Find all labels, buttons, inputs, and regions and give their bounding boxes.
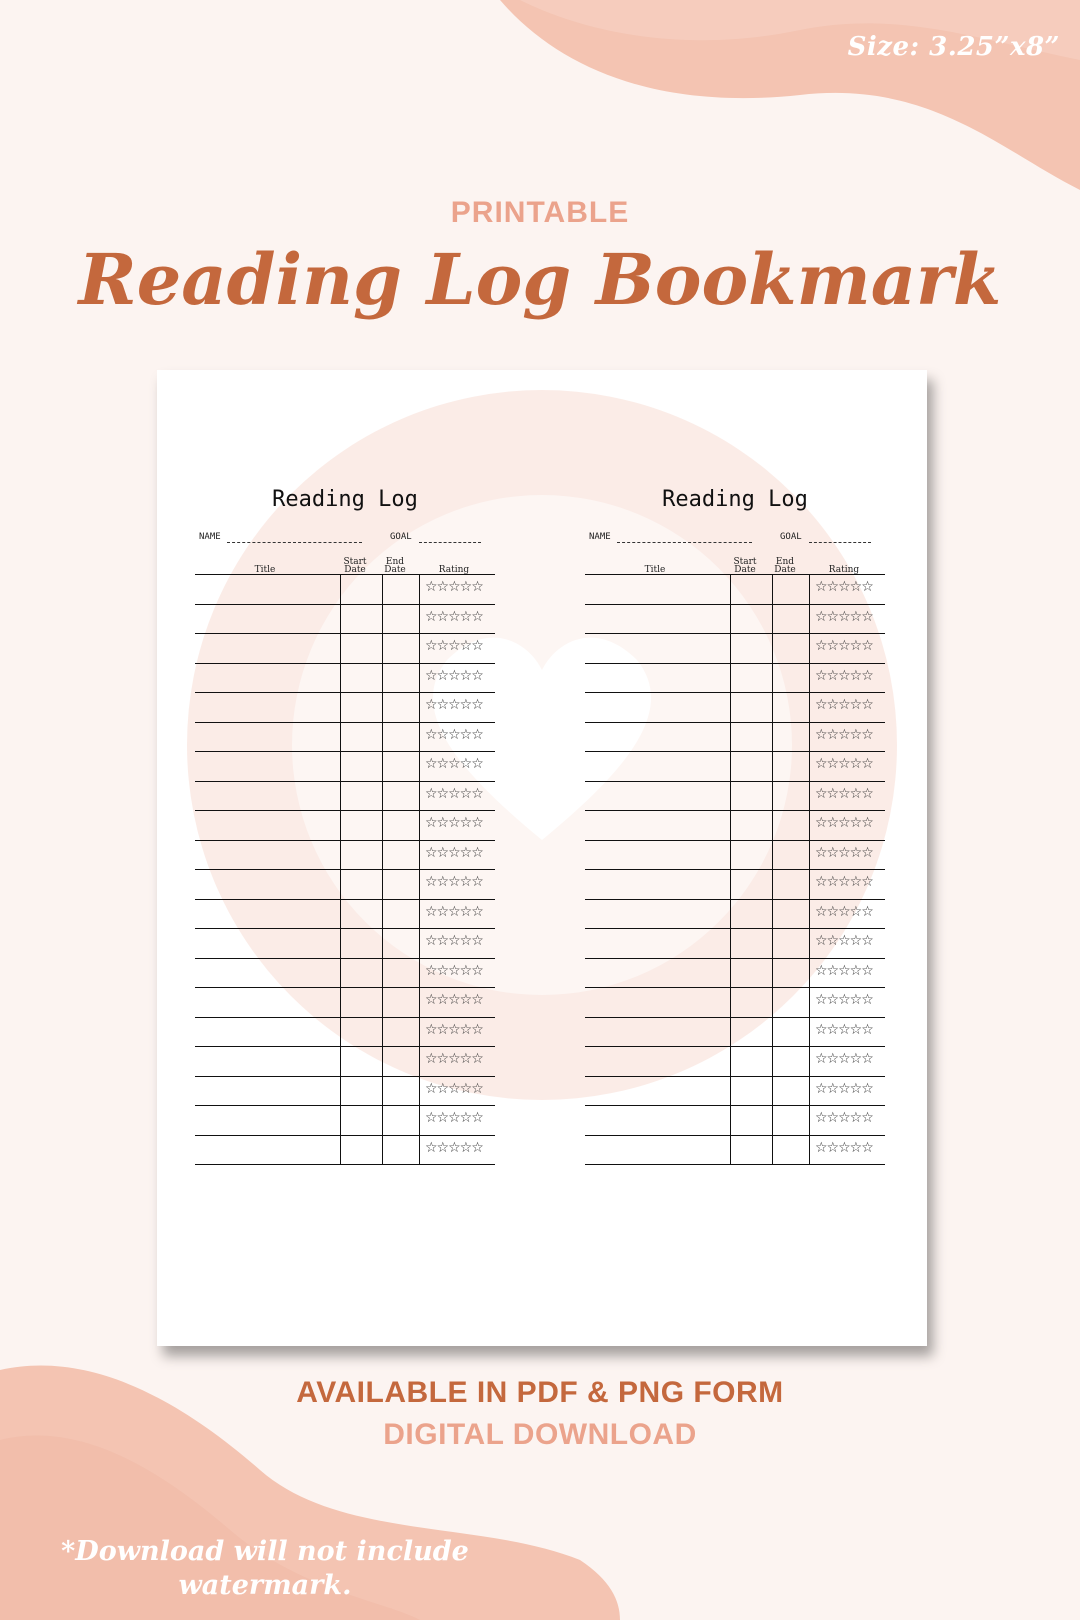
table-row[interactable] bbox=[195, 1136, 495, 1166]
table-row[interactable] bbox=[585, 1077, 885, 1107]
star-rating-icon[interactable]: ☆☆☆☆☆ bbox=[815, 1080, 873, 1097]
star-rating-icon[interactable]: ☆☆☆☆☆ bbox=[815, 903, 873, 920]
log-column-headers bbox=[585, 557, 885, 575]
star-rating-icon[interactable]: ☆☆☆☆☆ bbox=[425, 579, 483, 595]
table-row[interactable] bbox=[195, 693, 495, 723]
column-header-end: End Date bbox=[774, 557, 796, 575]
name-label: NAME bbox=[199, 532, 221, 542]
table-row[interactable] bbox=[195, 782, 495, 812]
table-row[interactable] bbox=[585, 693, 885, 723]
star-rating-icon[interactable]: ☆☆☆☆☆ bbox=[425, 638, 483, 654]
table-row[interactable] bbox=[195, 988, 495, 1018]
log-meta-right bbox=[585, 520, 885, 560]
star-rating-icon[interactable]: ☆☆☆☆☆ bbox=[815, 962, 873, 979]
star-rating-icon[interactable]: ☆☆☆☆☆ bbox=[815, 667, 873, 684]
table-row[interactable] bbox=[585, 929, 885, 959]
star-rating-icon[interactable]: ☆☆☆☆☆ bbox=[425, 1139, 483, 1156]
column-header-rating: Rating bbox=[828, 565, 860, 575]
table-row[interactable] bbox=[585, 959, 885, 989]
watermark-note: *Download will not include watermark. bbox=[61, 1536, 469, 1601]
column-header-start: Start Date bbox=[733, 557, 757, 575]
table-row[interactable] bbox=[195, 1077, 495, 1107]
star-rating-icon[interactable]: ☆☆☆☆☆ bbox=[815, 638, 873, 654]
table-row[interactable] bbox=[195, 929, 495, 959]
column-header-title: Title bbox=[254, 565, 276, 575]
star-rating-icon[interactable]: ☆☆☆☆☆ bbox=[815, 933, 873, 949]
star-rating-icon[interactable]: ☆☆☆☆☆ bbox=[815, 1139, 873, 1156]
column-divider bbox=[809, 575, 810, 1165]
column-divider bbox=[382, 575, 383, 1165]
star-rating-icon[interactable]: ☆☆☆☆☆ bbox=[425, 785, 483, 802]
table-row[interactable] bbox=[195, 1018, 495, 1048]
log-meta-left bbox=[195, 520, 495, 560]
name-field[interactable] bbox=[227, 542, 362, 543]
star-rating-icon[interactable]: ☆☆☆☆☆ bbox=[815, 874, 873, 890]
table-row[interactable] bbox=[585, 988, 885, 1018]
table-row[interactable] bbox=[195, 1106, 495, 1136]
goal-field[interactable] bbox=[809, 542, 871, 543]
column-divider bbox=[772, 575, 773, 1165]
star-rating-icon[interactable]: ☆☆☆☆☆ bbox=[815, 579, 873, 595]
table-row[interactable] bbox=[585, 1018, 885, 1048]
star-rating-icon[interactable]: ☆☆☆☆☆ bbox=[425, 844, 483, 861]
size-label: Size: 3.25”x8” bbox=[847, 32, 1060, 62]
log-table-right bbox=[585, 574, 885, 1165]
column-header-start: Start Date bbox=[343, 557, 367, 575]
star-rating-icon[interactable]: ☆☆☆☆☆ bbox=[425, 697, 483, 713]
column-divider bbox=[730, 575, 731, 1165]
column-header-title: Title bbox=[644, 565, 666, 575]
table-row[interactable] bbox=[195, 870, 495, 900]
table-row[interactable] bbox=[195, 752, 495, 782]
table-row[interactable] bbox=[585, 1047, 885, 1077]
star-rating-icon[interactable]: ☆☆☆☆☆ bbox=[815, 992, 873, 1008]
reading-log-left bbox=[195, 480, 495, 1165]
star-rating-icon[interactable]: ☆☆☆☆☆ bbox=[425, 933, 483, 949]
table-row[interactable] bbox=[195, 811, 495, 841]
goal-label: GOAL bbox=[390, 532, 412, 542]
column-divider bbox=[419, 575, 420, 1165]
table-row[interactable] bbox=[195, 1047, 495, 1077]
star-rating-icon[interactable]: ☆☆☆☆☆ bbox=[815, 756, 873, 772]
table-row[interactable] bbox=[195, 900, 495, 930]
table-row[interactable] bbox=[585, 841, 885, 871]
table-row[interactable] bbox=[585, 634, 885, 664]
column-header-rating: Rating bbox=[438, 565, 470, 575]
goal-label: GOAL bbox=[780, 532, 802, 542]
star-rating-icon[interactable]: ☆☆☆☆☆ bbox=[815, 697, 873, 713]
star-rating-icon[interactable]: ☆☆☆☆☆ bbox=[815, 1110, 873, 1126]
table-row[interactable] bbox=[195, 634, 495, 664]
goal-field[interactable] bbox=[419, 542, 481, 543]
log-heading-right: Reading Log bbox=[662, 487, 808, 512]
star-rating-icon[interactable]: ☆☆☆☆☆ bbox=[425, 992, 483, 1008]
star-rating-icon[interactable]: ☆☆☆☆☆ bbox=[425, 815, 483, 831]
table-row[interactable] bbox=[585, 752, 885, 782]
star-rating-icon[interactable]: ☆☆☆☆☆ bbox=[425, 874, 483, 890]
page-title: Reading Log Bookmark bbox=[78, 238, 1002, 321]
star-rating-icon[interactable]: ☆☆☆☆☆ bbox=[425, 1080, 483, 1097]
kicker-text: PRINTABLE bbox=[450, 196, 630, 229]
name-field[interactable] bbox=[617, 542, 752, 543]
table-row[interactable] bbox=[195, 723, 495, 753]
star-rating-icon[interactable]: ☆☆☆☆☆ bbox=[815, 844, 873, 861]
digital-download-text: DIGITAL DOWNLOAD bbox=[383, 1418, 697, 1451]
table-row[interactable] bbox=[585, 811, 885, 841]
table-row[interactable] bbox=[585, 782, 885, 812]
table-row[interactable] bbox=[195, 575, 495, 605]
star-rating-icon[interactable]: ☆☆☆☆☆ bbox=[425, 903, 483, 920]
table-row[interactable] bbox=[585, 900, 885, 930]
table-row[interactable] bbox=[195, 959, 495, 989]
star-rating-icon[interactable]: ☆☆☆☆☆ bbox=[425, 608, 483, 625]
log-column-headers bbox=[195, 557, 495, 575]
star-rating-icon[interactable]: ☆☆☆☆☆ bbox=[425, 667, 483, 684]
log-table-left bbox=[195, 574, 495, 1165]
table-row[interactable] bbox=[585, 575, 885, 605]
star-rating-icon[interactable]: ☆☆☆☆☆ bbox=[425, 756, 483, 772]
table-row[interactable] bbox=[585, 605, 885, 635]
star-rating-icon[interactable]: ☆☆☆☆☆ bbox=[425, 962, 483, 979]
table-row[interactable] bbox=[195, 841, 495, 871]
star-rating-icon[interactable]: ☆☆☆☆☆ bbox=[815, 815, 873, 831]
table-row[interactable] bbox=[585, 1106, 885, 1136]
star-rating-icon[interactable]: ☆☆☆☆☆ bbox=[815, 1021, 873, 1038]
table-row[interactable] bbox=[585, 723, 885, 753]
star-rating-icon[interactable]: ☆☆☆☆☆ bbox=[815, 1051, 873, 1067]
star-rating-icon[interactable]: ☆☆☆☆☆ bbox=[425, 1021, 483, 1038]
reading-log-right bbox=[585, 480, 885, 1165]
column-header-end: End Date bbox=[384, 557, 406, 575]
star-rating-icon[interactable]: ☆☆☆☆☆ bbox=[425, 1051, 483, 1067]
table-row[interactable] bbox=[585, 1136, 885, 1166]
name-label: NAME bbox=[589, 532, 611, 542]
star-rating-icon[interactable]: ☆☆☆☆☆ bbox=[815, 726, 873, 743]
printable-sheet bbox=[157, 370, 927, 1346]
table-row[interactable] bbox=[195, 605, 495, 635]
table-row[interactable] bbox=[585, 664, 885, 694]
table-row[interactable] bbox=[585, 870, 885, 900]
star-rating-icon[interactable]: ☆☆☆☆☆ bbox=[815, 608, 873, 625]
availability-text: AVAILABLE IN PDF & PNG FORM bbox=[296, 1376, 784, 1409]
column-divider bbox=[340, 575, 341, 1165]
star-rating-icon[interactable]: ☆☆☆☆☆ bbox=[815, 785, 873, 802]
star-rating-icon[interactable]: ☆☆☆☆☆ bbox=[425, 726, 483, 743]
table-row[interactable] bbox=[195, 664, 495, 694]
star-rating-icon[interactable]: ☆☆☆☆☆ bbox=[425, 1110, 483, 1126]
log-heading-left: Reading Log bbox=[272, 487, 418, 512]
